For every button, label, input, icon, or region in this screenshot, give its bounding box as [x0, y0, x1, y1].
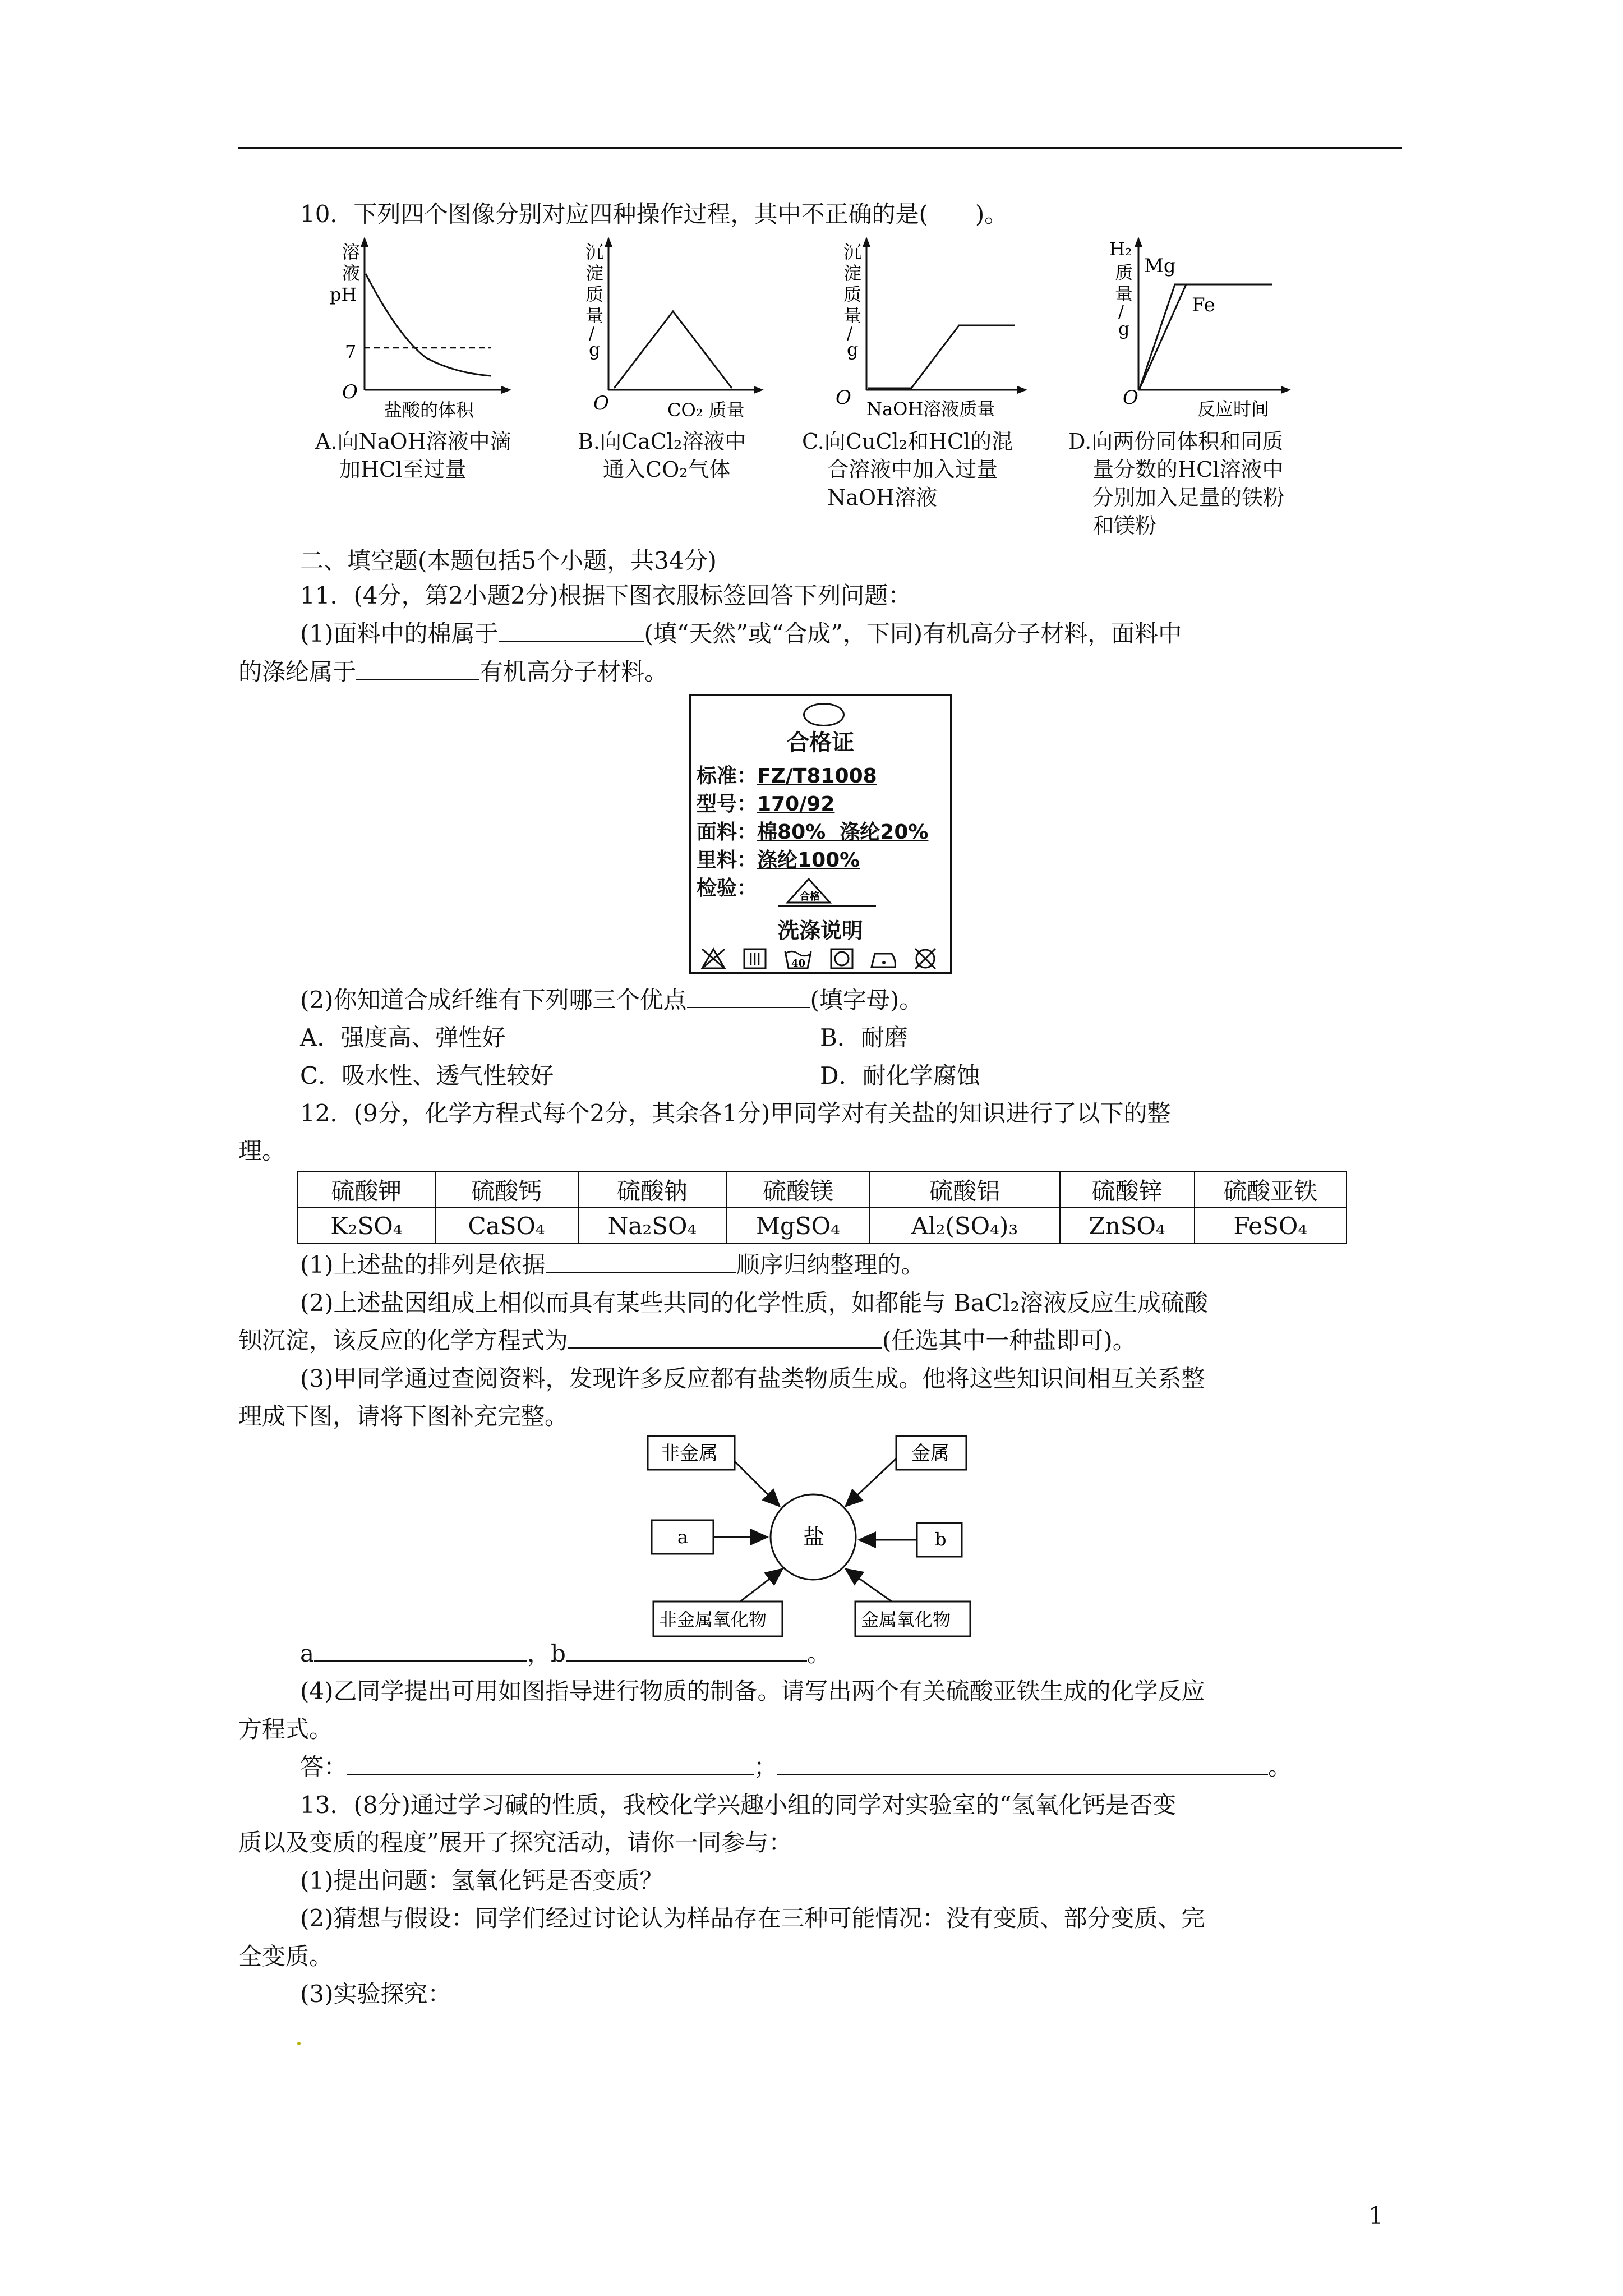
salt-diagram	[645, 1433, 993, 1641]
q11-part1-text-d: 有机高分子材料。	[479, 658, 668, 685]
q12-part4-line2: 方程式。	[238, 1715, 333, 1743]
inspection-triangle-icon	[775, 875, 876, 908]
label-inspection: 检验：	[697, 877, 758, 900]
table-cell: 硫酸亚铁	[1195, 1172, 1347, 1208]
chart-b-xlabel: CO₂ 质量	[667, 399, 745, 421]
chart-d-ylabel-5: g	[1118, 318, 1130, 339]
q12-blank-1[interactable]	[546, 1251, 736, 1273]
chart-d-ylabel-2: 质	[1115, 262, 1133, 283]
table-cell: 硫酸钾	[298, 1172, 435, 1208]
stray-dot	[297, 2042, 301, 2045]
q11-option-c: C．吸水性、透气性较好	[300, 1062, 554, 1089]
chart-d-ylabel-1: H₂	[1109, 238, 1132, 260]
table-cell: 硫酸钙	[435, 1172, 578, 1208]
chart-b-caption-2: 通入CO₂气体	[603, 457, 731, 482]
metal-oxide-label: 金属氧化物	[861, 1609, 951, 1630]
table-cell: K₂SO₄	[298, 1208, 435, 1244]
q12-stem-2: 理。	[238, 1137, 286, 1165]
chart-b-ylabel-4: 量	[585, 305, 604, 326]
label-title: 合格证	[787, 730, 854, 756]
table-cell: 硫酸钠	[578, 1172, 727, 1208]
chart-c-origin: O	[836, 386, 851, 409]
q12-part1: (1)上述盐的排列是依据 顺序归纳整理的。	[300, 1251, 925, 1278]
no-bleach-icon	[702, 949, 725, 968]
salt-table	[297, 1171, 1347, 1244]
drip-dry-icon	[744, 949, 766, 968]
nonmetal-oxide-label: 非金属氧化物	[659, 1609, 767, 1630]
q12-part2-line2: 钡沉淀，该反应的化学方程式为 (任选其中一种盐即可)。	[238, 1327, 1136, 1354]
q12-stem-1: 12．(9分，化学方程式每个2分，其余各1分)甲同学对有关盐的知识进行了以下的整	[300, 1099, 1171, 1127]
q12-part3-line2: 理成下图，请将下图补充完整。	[238, 1402, 569, 1430]
table-cell: 硫酸镁	[726, 1172, 869, 1208]
q13-part1: (1)提出问题：氢氧化钙是否变质？	[300, 1867, 663, 1894]
chart-b-ylabel-3: 质	[585, 284, 604, 305]
clothing-label	[689, 694, 952, 974]
q12-answer-line: 答： ； 。	[300, 1753, 1292, 1780]
table-cell: 硫酸锌	[1060, 1172, 1195, 1208]
chart-a-caption-2: 加HCl至过量	[339, 457, 467, 482]
chart-a-ylabel-1: 溶	[342, 241, 361, 263]
table-cell: MgSO₄	[726, 1208, 869, 1244]
chart-b-ylabel-5: /	[589, 324, 595, 343]
chart-b-ylabel-2: 淀	[585, 263, 604, 284]
chart-d-xlabel: 反应时间	[1197, 398, 1270, 420]
chart-d-caption-2: 量分数的HCl溶液中	[1092, 457, 1284, 482]
q11-stem: 11．(4分，第2小题2分)根据下图衣服标签回答下列问题：	[300, 582, 912, 609]
chart-d-ylabel-4: /	[1118, 302, 1124, 321]
chart-b-caption-1: B.向CaCl₂溶液中	[578, 429, 746, 454]
salt-table-formulas-row	[298, 1208, 1347, 1244]
q11-blank-1[interactable]	[499, 620, 644, 642]
chart-a-ylabel-3: pH	[330, 284, 357, 305]
chart-b-origin: O	[593, 392, 609, 415]
q11-option-d: D．耐化学腐蚀	[820, 1062, 980, 1089]
table-cell: Na₂SO₄	[578, 1208, 727, 1244]
chart-d-caption-3: 分别加入足量的铁粉	[1092, 485, 1285, 510]
q12-part4-line1: (4)乙同学提出可用如图指导进行物质的制备。请写出两个有关硫酸亚铁生成的化学反应	[300, 1677, 1205, 1705]
chart-d-series-mg: Mg	[1144, 255, 1176, 277]
label-hole-icon	[803, 703, 845, 726]
chart-c-caption-1: C.向CuCl₂和HCl的混	[802, 429, 1013, 454]
chart-a-ylabel-2: 液	[342, 263, 361, 284]
a-node-label: a	[677, 1526, 689, 1548]
label-model: 型号：170/92	[697, 793, 835, 816]
chart-b-ylabel-6: g	[589, 339, 601, 360]
chart-b	[566, 236, 791, 421]
q12-blank-a[interactable]	[314, 1640, 527, 1662]
section-2-heading: 二、填空题(本题包括5个小题，共34分)	[300, 547, 717, 574]
page-number: 1	[1368, 2202, 1384, 2229]
q12-part3-line1: (3)甲同学通过查阅资料，发现许多反应都有盐类物质生成。他将这些知识间相互关系整	[300, 1365, 1205, 1392]
chart-d-ylabel-3: 量	[1115, 283, 1133, 305]
b-node-label: b	[935, 1529, 947, 1550]
q13-part3: (3)实验探究：	[300, 1980, 451, 2008]
q11-part1-text-a: (1)面料中的棉属于	[300, 620, 499, 647]
chart-d-origin: O	[1123, 386, 1138, 409]
table-cell: ZnSO₄	[1060, 1208, 1195, 1244]
chart-c-caption-3: NaOH溶液	[827, 485, 938, 510]
metal-label: 金属	[911, 1442, 949, 1465]
chart-c-ylabel-5: /	[847, 324, 853, 343]
chart-c-ylabel-6: g	[847, 339, 859, 360]
no-dry-clean-icon	[915, 949, 935, 969]
chart-d-caption-4: 和镁粉	[1092, 513, 1157, 538]
q11-part1-text-c: 的涤纶属于	[238, 658, 357, 685]
q13-stem-1: 13．(8分)通过学习碱的性质，我校化学兴趣小组的同学对实验室的“氢氧化钙是否变	[300, 1791, 1177, 1819]
chart-c	[824, 236, 1060, 421]
label-wash-title: 洗涤说明	[777, 918, 863, 943]
chart-d-caption-1: D.向两份同体积和同质	[1068, 429, 1284, 454]
chart-d-series-fe: Fe	[1192, 294, 1215, 316]
iron-icon	[872, 954, 895, 967]
tumble-dry-icon	[831, 949, 852, 968]
chart-a-xlabel: 盐酸的体积	[384, 399, 474, 421]
inspection-mark-text: 合格	[800, 891, 820, 903]
table-cell: 硫酸铝	[869, 1172, 1059, 1208]
chart-a	[320, 236, 544, 421]
chart-b-curve	[614, 311, 732, 388]
table-cell: Al₂(SO₄)₃	[869, 1208, 1059, 1244]
label-fabric: 面料：棉80% 涤纶20%	[697, 821, 929, 844]
q11-part1-line2	[238, 655, 668, 689]
q12-part2-line1: (2)上述盐因组成上相似而具有某些共同的化学性质，如都能与 BaCl₂溶液反应生成硫酸	[300, 1289, 1209, 1317]
q11-option-a: A．强度高、弹性好	[300, 1024, 506, 1051]
chart-c-ylabel-1: 沉	[843, 241, 862, 263]
q11-part1-text-b: (填“天然”或“合成”，下同)有机高分子材料，面料中	[644, 620, 1182, 647]
q11-blank-3[interactable]	[687, 987, 810, 1008]
q12-blank-eq1[interactable]	[347, 1754, 754, 1775]
wash-symbols	[697, 946, 949, 973]
header-rule	[238, 147, 1402, 149]
svg-text:40: 40	[791, 958, 806, 969]
chart-b-ylabel-1: 沉	[585, 241, 604, 263]
q11-part1-line1	[300, 617, 1182, 651]
q11-option-b: B．耐磨	[820, 1024, 908, 1051]
chart-d	[1099, 233, 1335, 421]
label-lining: 里料：涤纶100%	[697, 849, 860, 872]
chart-c-xlabel: NaOH溶液质量	[866, 398, 995, 420]
table-cell: FeSO₄	[1195, 1208, 1347, 1244]
q12-blank-eq2[interactable]	[777, 1754, 1268, 1775]
label-standard: 标准：FZ/T81008	[697, 765, 877, 788]
salt-table-names-row	[298, 1172, 1347, 1208]
q13-stem-2: 质以及变质的程度”展开了探究活动，请你一同参与：	[238, 1829, 792, 1856]
table-cell: CaSO₄	[435, 1208, 578, 1244]
q12-ab-line: a ，b 。	[300, 1640, 831, 1667]
q12-blank-2[interactable]	[568, 1327, 882, 1349]
salt-node-label: 盐	[803, 1525, 825, 1549]
q12-blank-b[interactable]	[566, 1640, 807, 1662]
chart-a-origin: O	[342, 381, 358, 403]
q10-stem: 10．下列四个图像分别对应四种操作过程，其中不正确的是( )。	[300, 200, 1008, 228]
q13-part2-line1: (2)猜想与假设：同学们经过讨论认为样品存在三种可能情况：没有变质、部分变质、完	[300, 1904, 1205, 1932]
chart-a-caption-1: A.向NaOH溶液中滴	[315, 429, 511, 454]
chart-c-caption-2: 合溶液中加入过量	[827, 457, 998, 482]
chart-c-ylabel-4: 量	[843, 305, 862, 326]
q13-part2-line2: 全变质。	[238, 1943, 333, 1970]
chart-c-ylabel-2: 淀	[843, 263, 862, 284]
q11-part2: (2)你知道合成纤维有下列哪三个优点 (填字母)。	[300, 986, 923, 1014]
chart-a-curve	[366, 274, 491, 376]
chart-d-fe-line	[1140, 284, 1186, 389]
chart-c-ylabel-3: 质	[843, 284, 862, 305]
nonmetal-label: 非金属	[661, 1442, 718, 1465]
chart-c-curve	[868, 325, 1015, 388]
chart-a-tick-7: 7	[345, 341, 357, 362]
q11-blank-2[interactable]	[356, 659, 479, 680]
wash-40-icon	[785, 951, 811, 969]
